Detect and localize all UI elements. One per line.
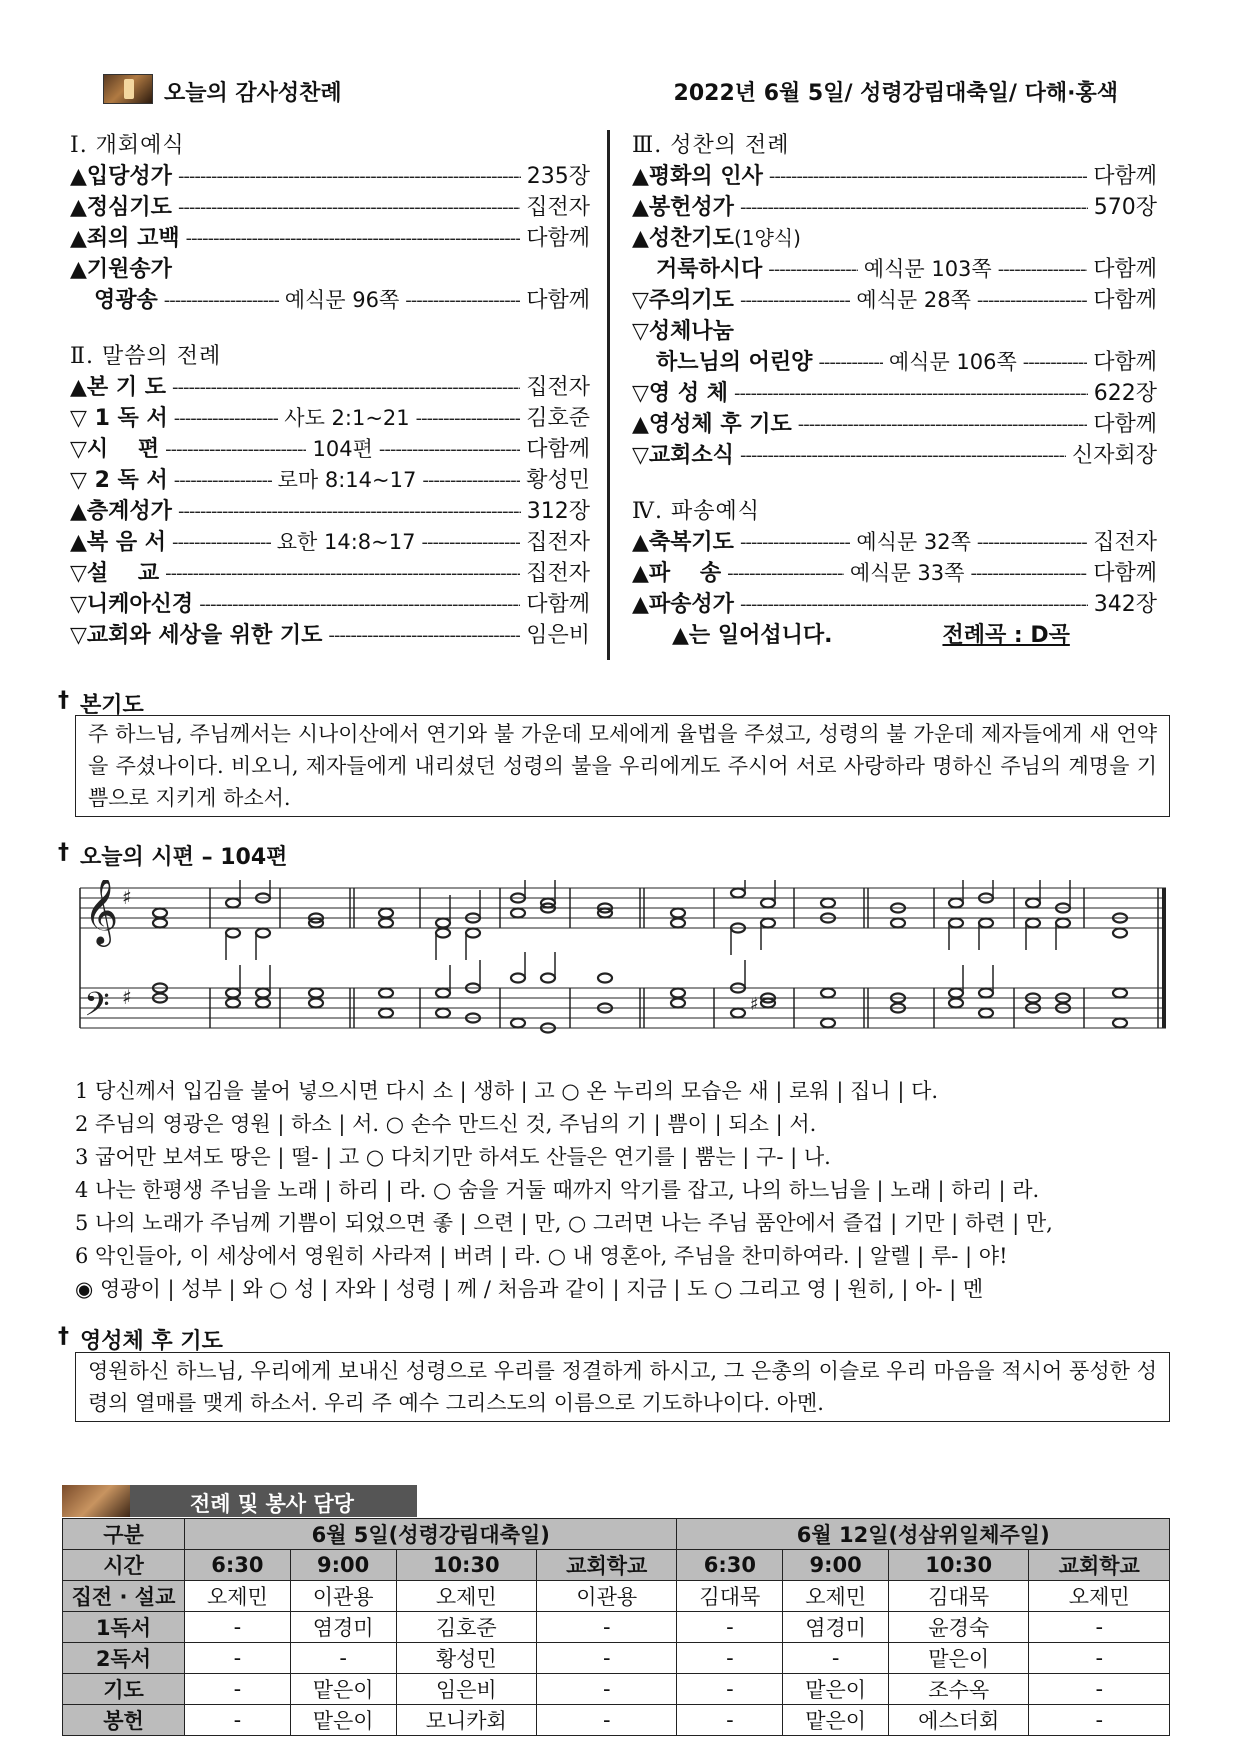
duty-table-header xyxy=(62,1485,417,1517)
order-item-value: 신자회장 xyxy=(1071,443,1157,468)
duty-cell: - xyxy=(185,1612,291,1643)
eucharist-rows xyxy=(632,161,1157,471)
order-item-label: 하느님의 어린양 xyxy=(656,350,813,375)
order-item-label: ▽시 편 xyxy=(70,437,160,462)
postcommunion-box: 영원하신 하느님, 우리에게 보내신 성령으로 우리를 정결하게 하시고, 그 은총의 이슬로 우리 마음을 적시어 풍성한 성령의 열매를 맺게 하소서. 우리 주 예수 그리스도의 이름으로 기도하나이다. 아멘. xyxy=(75,1352,1170,1422)
time-header: 교회학교 xyxy=(537,1550,677,1581)
duty-cell: 조수옥 xyxy=(889,1674,1029,1705)
duty-cell: 에스더회 xyxy=(889,1705,1029,1736)
order-item-reference: 로마 8:14~17 xyxy=(277,468,417,492)
duty-cell: - xyxy=(537,1674,677,1705)
order-row xyxy=(70,496,590,527)
music-setting: 전례곡 : D곡 xyxy=(942,623,1070,648)
order-right-column xyxy=(632,130,1157,651)
leader-dashes xyxy=(172,527,271,558)
duty-cell: 황성민 xyxy=(396,1643,536,1674)
order-row xyxy=(70,254,590,285)
psalm-verse: 3 굽어만 보셔도 땅은 | 떨- | 고 ○ 다치기만 하셔도 산들은 연기를 | 뿜는 | 구- | 나. xyxy=(75,1145,831,1169)
duty-cell: - xyxy=(185,1643,291,1674)
order-item-reference: 예식문 96쪽 xyxy=(284,288,400,312)
leader-dashes xyxy=(734,378,1088,409)
order-row xyxy=(632,347,1157,378)
duty-cell: 맡은이 xyxy=(889,1643,1029,1674)
leader-dashes xyxy=(379,434,520,465)
psalm-verse: 1 당신께서 입김을 불어 넣으시면 다시 소 | 생하 | 고 ○ 온 누리의 모습은 새 | 로워 | 집니 | 다. xyxy=(75,1079,939,1103)
leader-dashes xyxy=(740,192,1088,223)
duty-table xyxy=(62,1518,1170,1736)
time-header: 9:00 xyxy=(783,1550,889,1581)
leader-dashes xyxy=(740,527,850,558)
order-row xyxy=(632,223,1157,254)
order-item-label: ▲입당성가 xyxy=(70,164,172,189)
order-row xyxy=(70,465,590,496)
table-row xyxy=(63,1705,1170,1736)
section-dismissal: Ⅳ. 파송예식 xyxy=(632,499,760,524)
order-item-label: ▽영 성 체 xyxy=(632,381,728,406)
time-header: 6:30 xyxy=(185,1550,291,1581)
order-item-label: ▽주의기도 xyxy=(632,288,734,313)
cross-icon: † xyxy=(58,1324,69,1349)
order-item-value: 집전자 xyxy=(526,530,590,555)
duty-cell: - xyxy=(537,1643,677,1674)
duty-cell: - xyxy=(185,1705,291,1736)
psalm-verses xyxy=(75,1075,1175,1306)
duty-cell: - xyxy=(677,1705,783,1736)
leader-dashes xyxy=(416,403,521,434)
duty-cell: 오제민 xyxy=(783,1581,889,1612)
section-word: Ⅱ. 말씀의 전례 xyxy=(70,344,222,369)
order-row xyxy=(632,440,1157,471)
order-item-value: 황성민 xyxy=(526,468,590,493)
order-item-reference: 예식문 33쪽 xyxy=(849,561,965,585)
leader-dashes xyxy=(740,589,1088,620)
order-item-reference: 예식문 28쪽 xyxy=(856,288,971,312)
duty-cell: - xyxy=(677,1612,783,1643)
order-row xyxy=(632,558,1157,589)
leader-dashes xyxy=(186,223,521,254)
duty-cell: 윤경숙 xyxy=(889,1612,1029,1643)
leader-dashes xyxy=(405,285,520,316)
leader-dashes xyxy=(768,254,858,285)
order-item-label: ▲기원송가 xyxy=(70,257,172,282)
psalm-verse: 6 악인들아, 이 세상에서 영원히 사라져 | 버려 | 라. ○ 내 영혼아, 주님을 찬미하여라. | 알렐 | 루- | 야! xyxy=(75,1244,1008,1268)
order-item-label: ▲층계성가 xyxy=(70,499,172,524)
leader-dashes xyxy=(178,192,520,223)
order-item-value: 235장 xyxy=(526,164,590,189)
order-item-value: 집전자 xyxy=(526,375,590,400)
leader-dashes xyxy=(199,589,520,620)
leader-dashes xyxy=(977,527,1087,558)
leader-dashes xyxy=(1023,347,1087,378)
duty-photo xyxy=(62,1485,130,1517)
col-label: 구분 xyxy=(63,1519,185,1550)
svg-text:𝄢: 𝄢 xyxy=(84,986,110,1032)
role-label: 기도 xyxy=(63,1674,185,1705)
order-item-label: ▲성찬기도(1양식) xyxy=(632,226,801,251)
order-item-value: 다함께 xyxy=(526,226,590,251)
psalm-verse: 4 나는 한평생 주님을 노래 | 하리 | 라. ○ 숨을 거둘 때까지 악기를 잡고, 나의 하느님을 | 노래 | 하리 | 라. xyxy=(75,1178,1040,1202)
duty-cell: - xyxy=(1029,1643,1170,1674)
order-row xyxy=(632,409,1157,440)
leader-dashes xyxy=(970,558,1087,589)
table-row xyxy=(63,1612,1170,1643)
section-opening: Ⅰ. 개회예식 xyxy=(70,133,185,158)
duty-cell: - xyxy=(537,1612,677,1643)
order-row xyxy=(632,161,1157,192)
duty-cell: 모니카회 xyxy=(396,1705,536,1736)
svg-text:𝄞: 𝄞 xyxy=(84,880,119,944)
order-item-value: 312장 xyxy=(526,499,590,524)
order-row xyxy=(632,378,1157,409)
order-item-reference: 사도 2:1~21 xyxy=(284,406,410,430)
duty-cell: - xyxy=(677,1643,783,1674)
order-item-reference: 예식문 32쪽 xyxy=(856,530,971,554)
column-divider xyxy=(607,130,610,660)
table-row xyxy=(63,1643,1170,1674)
order-item-label: ▽교회소식 xyxy=(632,443,734,468)
standing-note-text: ▲는 일어섭니다. xyxy=(672,623,833,648)
order-item-value: 임은비 xyxy=(526,623,590,648)
order-item-label: ▽설 교 xyxy=(70,561,160,586)
standing-note xyxy=(632,620,1157,651)
leader-dashes xyxy=(174,465,272,496)
order-item-label: ▽교회와 세상을 위한 기도 xyxy=(70,623,323,648)
week2-header: 6월 12일(성삼위일체주일) xyxy=(677,1519,1170,1550)
cross-icon: † xyxy=(58,688,69,713)
role-label: 1독서 xyxy=(63,1612,185,1643)
order-item-reference: 요한 14:8~17 xyxy=(276,530,416,554)
leader-dashes xyxy=(421,527,520,558)
duty-cell: - xyxy=(1029,1705,1170,1736)
word-rows xyxy=(70,372,590,651)
psalm-chant-notation xyxy=(78,880,1170,1050)
order-row xyxy=(70,372,590,403)
order-item-value: 342장 xyxy=(1093,592,1157,617)
duty-cell: 맡은이 xyxy=(783,1674,889,1705)
order-row xyxy=(70,558,590,589)
duty-cell: 이관용 xyxy=(537,1581,677,1612)
role-label: 집전 · 설교 xyxy=(63,1581,185,1612)
leader-dashes xyxy=(740,440,1066,471)
week1-header: 6월 5일(성령강림대축일) xyxy=(185,1519,677,1550)
duty-cell: - xyxy=(185,1674,291,1705)
duty-cell: 염경미 xyxy=(783,1612,889,1643)
order-item-reference: 104편 xyxy=(312,437,373,461)
order-row xyxy=(632,527,1157,558)
leader-dashes xyxy=(740,285,850,316)
order-item-value: 다함께 xyxy=(1093,561,1157,586)
order-item-value: 다함께 xyxy=(1093,164,1157,189)
order-left-column xyxy=(70,130,590,651)
order-row xyxy=(70,192,590,223)
order-row xyxy=(632,589,1157,620)
role-label: 2독서 xyxy=(63,1643,185,1674)
table-row xyxy=(63,1674,1170,1705)
duty-cell: 임은비 xyxy=(396,1674,536,1705)
order-row xyxy=(70,285,590,316)
leader-dashes xyxy=(178,161,521,192)
order-row xyxy=(632,316,1157,347)
order-row xyxy=(632,285,1157,316)
order-item-value: 다함께 xyxy=(526,437,591,462)
duty-cell: 김호준 xyxy=(396,1612,536,1643)
duty-cell: 맡은이 xyxy=(290,1674,396,1705)
duty-cell: 김대묵 xyxy=(889,1581,1029,1612)
table-row xyxy=(63,1581,1170,1612)
leader-dashes xyxy=(178,496,521,527)
order-item-value: 622장 xyxy=(1093,381,1157,406)
duty-cell: 염경미 xyxy=(290,1612,396,1643)
time-header: 10:30 xyxy=(889,1550,1029,1581)
header-photo xyxy=(103,74,153,104)
time-header: 10:30 xyxy=(396,1550,536,1581)
order-row xyxy=(70,620,590,651)
order-item-label: 거룩하시다 xyxy=(656,257,763,282)
order-item-label: 영광송 xyxy=(94,288,158,313)
leader-dashes xyxy=(798,409,1087,440)
order-item-label: ▲파송성가 xyxy=(632,592,734,617)
leader-dashes xyxy=(422,465,520,496)
order-row xyxy=(70,161,590,192)
order-item-value: 다함께 xyxy=(1093,257,1157,282)
leader-dashes xyxy=(328,620,520,651)
order-item-label: ▽ 2 독 서 xyxy=(70,468,168,493)
duty-cell: - xyxy=(290,1643,396,1674)
leader-dashes xyxy=(977,285,1087,316)
order-row xyxy=(632,192,1157,223)
service-date: 2022년 6월 5일/ 성령강림대축일/ 다해·홍색 xyxy=(673,81,1118,106)
order-item-label: ▲죄의 고백 xyxy=(70,226,180,251)
order-item-label: ▲파 송 xyxy=(632,561,722,586)
cross-icon: † xyxy=(58,840,69,865)
order-row xyxy=(70,403,590,434)
duty-cell: 이관용 xyxy=(290,1581,396,1612)
duty-cell: - xyxy=(677,1674,783,1705)
opening-rows xyxy=(70,161,590,316)
order-item-value: 다함께 xyxy=(526,288,591,313)
time-header: 교회학교 xyxy=(1029,1550,1170,1581)
leader-dashes xyxy=(769,161,1087,192)
duty-cell: 오제민 xyxy=(1029,1581,1170,1612)
psalm-verse: 5 나의 노래가 주님께 기쁨이 되었으면 좋 | 으련 | 만, ○ 그러면 나는 주님 품안에서 즐겁 | 기만 | 하련 | 만, xyxy=(75,1211,1053,1235)
order-item-value: 김호준 xyxy=(526,406,591,431)
svg-text:♯: ♯ xyxy=(750,994,759,1015)
order-item-value: 570장 xyxy=(1093,195,1157,220)
order-item-label: ▲정심기도 xyxy=(70,195,172,220)
order-item-value: 집전자 xyxy=(526,561,590,586)
duty-cell: - xyxy=(537,1705,677,1736)
order-item-value: 다함께 xyxy=(526,592,590,617)
dismissal-rows xyxy=(632,527,1157,620)
order-item-value: 다함께 xyxy=(1093,288,1157,313)
duty-cell: - xyxy=(783,1643,889,1674)
role-label: 봉헌 xyxy=(63,1705,185,1736)
order-item-label: ▲평화의 인사 xyxy=(632,164,763,189)
collect-heading: 본기도 xyxy=(80,693,144,718)
svg-text:♯: ♯ xyxy=(122,885,132,909)
order-item-value: 다함께 xyxy=(1093,412,1157,437)
music-staff-image xyxy=(78,880,1170,1050)
leader-dashes xyxy=(998,254,1088,285)
order-item-reference: 예식문 106쪽 xyxy=(888,350,1017,374)
order-item-label: ▲영성체 후 기도 xyxy=(632,412,792,437)
duty-cell: 김대묵 xyxy=(677,1581,783,1612)
collect-box: 주 하느님, 주님께서는 시나이산에서 연기와 불 가운데 모세에게 율법을 주셨고, 성령의 불 가운데 제자들에게 새 언약을 주셨나이다. 비오니, 제자들에게 내리셨던 성령의 불을 우리에게도 주시어 서로 사랑하라 명하신 주님의 계명을 기쁨으로 지키게 하소서. xyxy=(75,715,1170,817)
duty-cell: 맡은이 xyxy=(783,1705,889,1736)
leader-dashes xyxy=(165,434,306,465)
psalm-verse: ◉ 영광이 | 성부 | 와 ○ 성 | 자와 | 성령 | 께 / 처음과 같이 | 지금 | 도 ○ 그리고 영 | 원히, | 아- | 멘 xyxy=(75,1277,984,1301)
duty-cell: - xyxy=(1029,1612,1170,1643)
leader-dashes xyxy=(174,403,279,434)
duty-cell: 오제민 xyxy=(396,1581,536,1612)
order-row xyxy=(70,434,590,465)
order-row xyxy=(70,589,590,620)
leader-dashes xyxy=(164,285,279,316)
postcommunion-heading: 영성체 후 기도 xyxy=(80,1329,223,1354)
order-item-label: ▲봉헌성가 xyxy=(632,195,734,220)
leader-dashes xyxy=(818,347,882,378)
leader-dashes xyxy=(165,558,520,589)
order-row xyxy=(70,527,590,558)
order-item-label: ▽ 1 독 서 xyxy=(70,406,168,431)
order-item-label: ▲축복기도 xyxy=(632,530,734,555)
order-item-value: 집전자 xyxy=(526,195,590,220)
order-item-label: ▽니케아신경 xyxy=(70,592,194,617)
order-item-reference: 예식문 103쪽 xyxy=(863,257,992,281)
page-header xyxy=(103,70,1118,110)
order-item-label: ▲복 음 서 xyxy=(70,530,166,555)
page-title: 오늘의 감사성찬례 xyxy=(164,81,342,106)
order-item-value: 집전자 xyxy=(1093,530,1157,555)
psalm-verse: 2 주님의 영광은 영원 | 하소 | 서. ○ 손수 만드신 것, 주님의 기 | 쁨이 | 되소 | 서. xyxy=(75,1112,817,1136)
section-eucharist: Ⅲ. 성찬의 전례 xyxy=(632,133,790,158)
order-item-value: 다함께 xyxy=(1093,350,1158,375)
order-item-label: ▲본 기 도 xyxy=(70,375,166,400)
leader-dashes xyxy=(727,558,844,589)
order-row xyxy=(70,223,590,254)
psalm-heading: 오늘의 시편 – 104편 xyxy=(80,845,288,870)
time-header: 6:30 xyxy=(677,1550,783,1581)
duty-cell: - xyxy=(1029,1674,1170,1705)
order-row xyxy=(632,254,1157,285)
leader-dashes xyxy=(172,372,520,403)
time-header: 9:00 xyxy=(290,1550,396,1581)
duty-cell: 오제민 xyxy=(185,1581,291,1612)
order-item-label: ▽성체나눔 xyxy=(632,319,734,344)
svg-text:♯: ♯ xyxy=(122,985,132,1009)
duty-cell: 맡은이 xyxy=(290,1705,396,1736)
duty-table-title: 전례 및 봉사 담당 xyxy=(190,1492,354,1516)
time-label: 시간 xyxy=(63,1550,185,1581)
